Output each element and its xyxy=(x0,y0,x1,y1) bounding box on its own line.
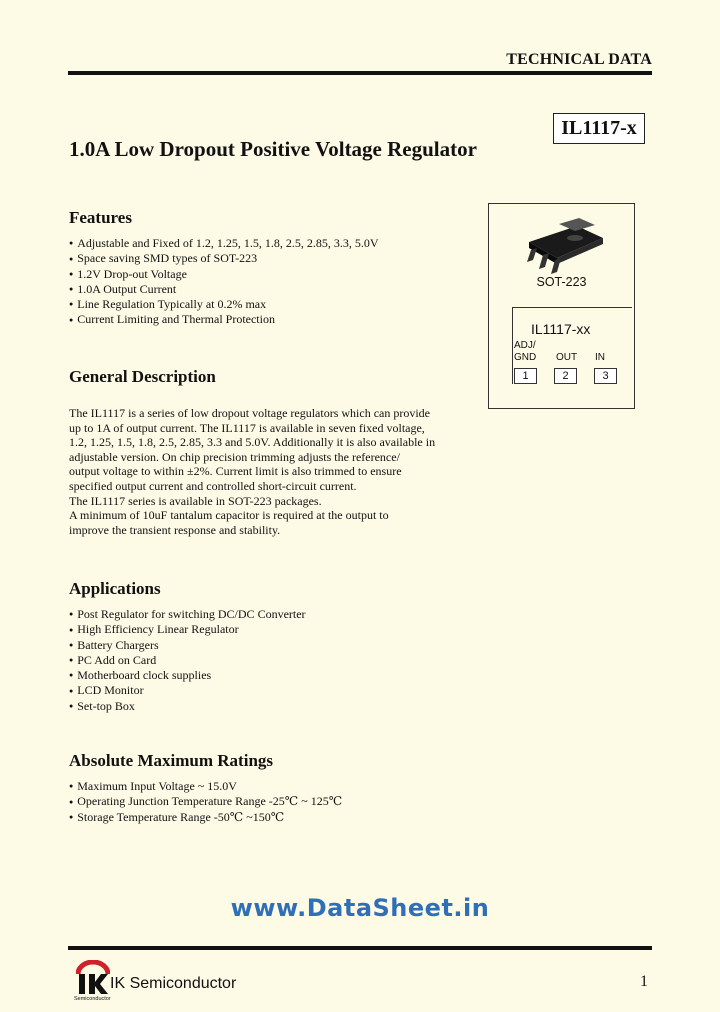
list-item: ● High Efficiency Linear Regulator xyxy=(69,622,306,637)
description-line: The IL1117 is a series of low dropout voltage regulators which can provide xyxy=(69,406,431,420)
package-name: SOT-223 xyxy=(536,275,587,289)
list-item: ● Battery Chargers xyxy=(69,638,306,653)
pin-2-name: OUT xyxy=(556,352,578,363)
ik-logo xyxy=(76,960,110,1004)
list-item: ● LCD Monitor xyxy=(69,683,306,698)
list-item: ● 1.0A Output Current xyxy=(69,282,379,297)
applications-heading: Applications xyxy=(69,579,161,598)
list-item: ● Maximum Input Voltage ~ 15.0V xyxy=(69,779,342,794)
list-item: ● Post Regulator for switching DC/DC Converter xyxy=(69,607,306,622)
list-item: ● Adjustable and Fixed of 1.2, 1.25, 1.5, 1.8, 2.5, 2.85, 3.3, 5.0V xyxy=(69,236,379,251)
description-line: The IL1117 series is available in SOT-223 packages. xyxy=(69,493,322,508)
ratings-heading: Absolute Maximum Ratings xyxy=(69,751,274,770)
pinout-device-name: IL1117-xx xyxy=(531,321,591,337)
description-body xyxy=(69,406,459,537)
logo-caption: Semiconductor xyxy=(74,996,111,1002)
ik-logo-icon xyxy=(76,960,110,996)
header-label: TECHNICAL DATA xyxy=(506,51,652,68)
features-heading: Features xyxy=(69,208,132,227)
description-line: A minimum of 10uF tantalum capacitor is required at the output to xyxy=(69,508,389,523)
list-item: ● Space saving SMD types of SOT-223 xyxy=(69,251,379,266)
description-line: improve the transient response and stability. xyxy=(69,522,281,537)
company-name: IK Semiconductor xyxy=(110,975,237,992)
description-line: up to 1A of output current. The IL1117 is available in seven fixed voltage, xyxy=(69,420,425,435)
list-item: ● Operating Junction Temperature Range -25℃ ~ 125℃ xyxy=(69,794,342,809)
description-line: output voltage to within ±2%. Current limit is also trimmed to ensure xyxy=(69,464,402,479)
pin-1-name: ADJ/ GND xyxy=(514,340,537,363)
list-item: ● Storage Temperature Range -50℃ ~150℃ xyxy=(69,810,342,825)
list-item: ● Line Regulation Typically at 0.2% max xyxy=(69,297,379,312)
list-item: ● Motherboard clock supplies xyxy=(69,668,306,683)
header-rule xyxy=(68,71,652,75)
sot223-package-icon xyxy=(517,212,607,276)
list-item: ● Current Limiting and Thermal Protection xyxy=(69,312,379,327)
description-heading: General Description xyxy=(69,367,216,386)
list-item: ● 1.2V Drop-out Voltage xyxy=(69,267,379,282)
features-list xyxy=(69,236,379,328)
part-number-box: IL1117-x xyxy=(553,113,645,144)
description-line: adjustable version. On chip precision trimming adjusts the reference/ xyxy=(69,449,400,464)
ratings-list xyxy=(69,779,342,825)
list-item: ● PC Add on Card xyxy=(69,653,306,668)
page-title: 1.0A Low Dropout Positive Voltage Regulator xyxy=(69,137,477,161)
description-line: specified output current and controlled short-circuit current. xyxy=(69,478,357,493)
watermark-link[interactable]: www.DataSheet.in xyxy=(230,894,490,922)
pin-3-name: IN xyxy=(595,352,605,363)
pin-3-number: 3 xyxy=(594,368,617,384)
list-item: ● Set-top Box xyxy=(69,699,306,714)
footer-rule xyxy=(68,946,652,950)
pin-1-number: 1 xyxy=(514,368,537,384)
applications-list xyxy=(69,607,306,714)
description-line: 1.2, 1.25, 1.5, 1.8, 2.5, 2.85, 3.3 and 5.0V. Additionally it is also available in xyxy=(69,435,436,450)
pin-2-number: 2 xyxy=(554,368,577,384)
page-number: 1 xyxy=(640,973,648,990)
